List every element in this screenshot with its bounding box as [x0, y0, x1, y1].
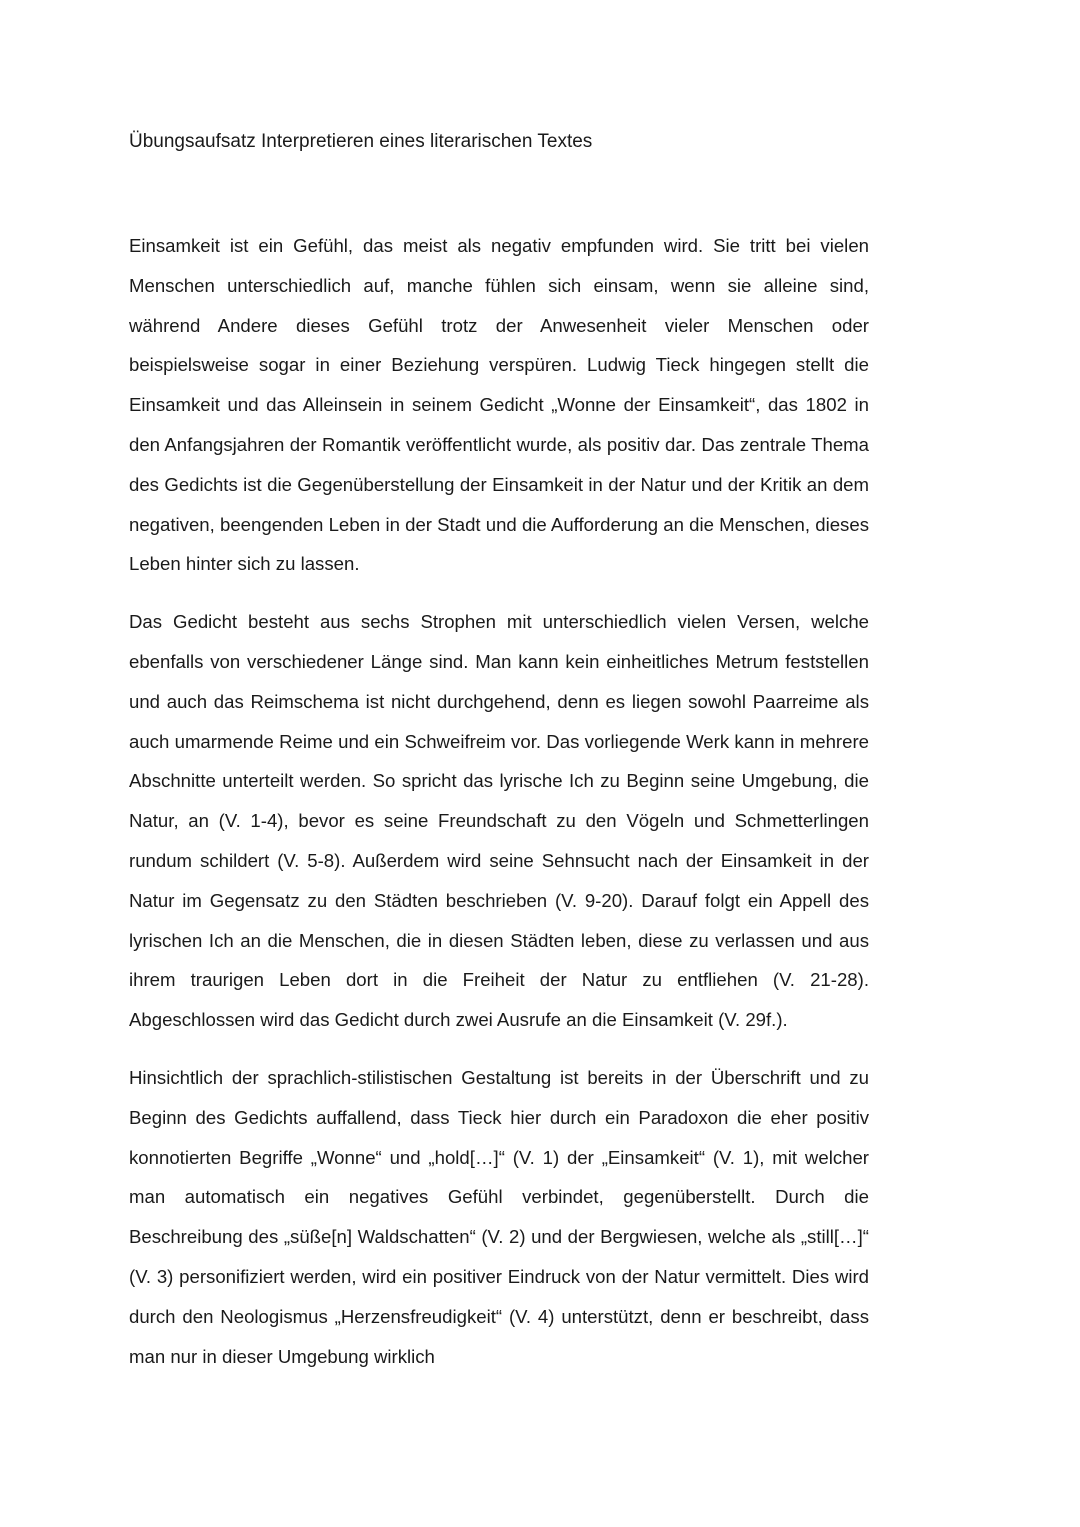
paragraph-form-analysis: Das Gedicht besteht aus sechs Strophen mit unterschiedlich vielen Versen, welche ebenfalls von verschiedener Länge sind. Man kann kein einheitliches Metrum feststellen und auch das Reimschema ist nicht durchgehend, denn es liegen sowohl Paarreime als auch umarmende Reime und ein Schweifreim vor. Das vorliegende Werk kann in mehrere Abschnitte unterteilt werden. So spricht das lyrische Ich zu Beginn seine Umgebung, die Natur, an (V. 1-4), bevor es seine Freundschaft zu den Vögeln und Schmetterlingen rundum schildert (V. 5-8). Außerdem wird seine Sehnsucht nach der Einsamkeit in der Natur im Gegensatz zu den Städten beschrieben (V. 9-20). Darauf folgt ein Appell des lyrischen Ich an die Menschen, die in diesen Städten leben, diese zu verlassen und aus ihrem traurigen Leben dort in die Freiheit der Natur zu entfliehen (V. 21-28). Abgeschlossen wird das Gedicht durch zwei Ausrufe an die Einsamkeit (V. 29f.). [129, 611, 869, 1031]
paragraph-language-analysis: Hinsichtlich der sprachlich-stilistischen Gestaltung ist bereits in der Überschrift und zu Beginn des Gedichts auffallend, dass Tieck hier durch ein Paradoxon die eher positiv konnotierten Begriffe „Wonne“ und „hold[…]“ (V. 1) der „Einsamkeit“ (V. 1), mit welcher man automatisch ein negatives Gefühl verbindet, gegenüberstellt. Durch die Beschreibung des „süße[n] Waldschatten“ (V. 2) und der Bergwiesen, welche als „still[…]“ (V. 3) personifiziert werden, wird ein positiver Eindruck von der Natur vermittelt. Dies wird durch den Neologismus „Herzensfreudigkeit“ (V. 4) unterstützt, denn er beschreibt, dass man nur in dieser Umgebung wirklich [129, 1066, 869, 1367]
document-title: Übungsaufsatz Interpretieren eines literarischen Textes [129, 131, 593, 152]
document-page [129, 128, 869, 1394]
paragraph-introduction: Einsamkeit ist ein Gefühl, das meist als negativ empfunden wird. Sie tritt bei vielen Menschen unterschiedlich auf, manche fühlen sich einsam, wenn sie alleine sind, während Andere dieses Gefühl trotz der Anwesenheit vieler Menschen oder beispielsweise sogar in einer Beziehung verspüren. Ludwig Tieck hingegen stellt die Einsamkeit und das Alleinsein in seinem Gedicht „Wonne der Einsamkeit“, das 1802 in den Anfangsjahren der Romantik veröffentlicht wurde, als positiv dar. Das zentrale Thema des Gedichts ist die Gegenüberstellung der Einsamkeit in der Natur und der Kritik an dem negativen, beengenden Leben in der Stadt und die Aufforderung an die Menschen, dieses Leben hinter sich zu lassen. [129, 235, 869, 575]
